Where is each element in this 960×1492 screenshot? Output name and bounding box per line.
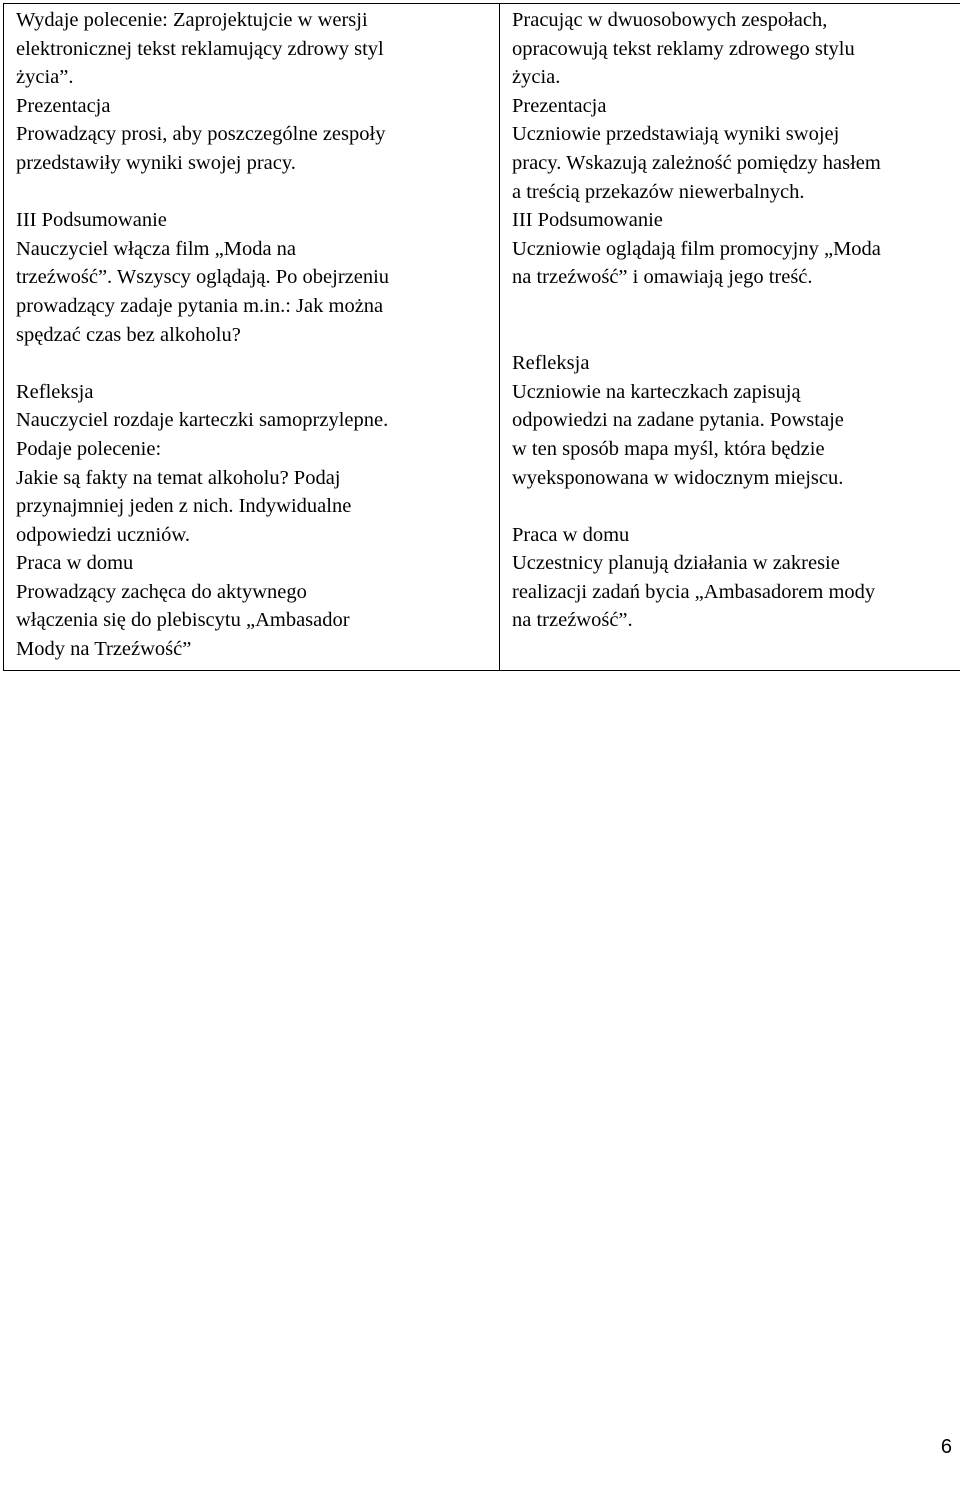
text-line: Nauczyciel włącza film „Moda na [16, 237, 297, 260]
text-section [16, 378, 491, 664]
text-line: włączenia się do plebiscytu „Ambasador [16, 609, 350, 632]
text-line: a treścią przekazów niewerbalnych. [512, 180, 805, 203]
text-line: spędzać czas bez alkoholu? [16, 323, 241, 346]
text-line: III Podsumowanie [16, 209, 167, 232]
text-line: Prezentacja [512, 94, 607, 117]
paragraph-gap [16, 178, 491, 207]
text-line: prowadzący zadaje pytania m.in.: Jak można [16, 294, 384, 317]
text-section [512, 6, 960, 292]
text-line: opracowują tekst reklamy zdrowego stylu [512, 37, 855, 60]
text-line: Refleksja [16, 380, 94, 403]
text-line: przedstawiły wyniki swojej pracy. [16, 151, 296, 174]
paragraph-gap [512, 492, 960, 521]
text-line: na trzeźwość” i omawiają jego treść. [512, 266, 813, 289]
text-line: trzeźwość”. Wszyscy oglądają. Po obejrzeniu [16, 266, 390, 289]
text-line: Pracując w dwuosobowych zespołach, [512, 9, 828, 31]
teacher-activities-cell [4, 4, 500, 671]
text-line: na trzeźwość”. [512, 609, 633, 632]
text-line: przynajmniej jeden z nich. Indywidualne [16, 495, 352, 518]
text-section [16, 206, 491, 349]
text-line: Jakie są fakty na temat alkoholu? Podaj [16, 466, 341, 489]
text-line: odpowiedzi uczniów. [16, 523, 191, 546]
text-line: Wydaje polecenie: Zaprojektujcie w wersji [16, 9, 368, 31]
student-activities-cell [500, 4, 960, 671]
text-line: Uczestnicy planują działania w zakresie [512, 552, 840, 575]
text-line: III Podsumowanie [512, 209, 663, 232]
text-line: Prezentacja [16, 94, 111, 117]
page-number: 6 [940, 1436, 952, 1458]
text-line: w ten sposób mapa myśl, która będzie [512, 437, 825, 460]
text-line: realizacji zadań bycia „Ambasadorem mody [512, 580, 876, 603]
text-line: Mody na Trzeźwość” [16, 638, 192, 661]
text-line: odpowiedzi na zadane pytania. Powstaje [512, 409, 844, 432]
table-row [4, 4, 960, 671]
text-line: Uczniowie na karteczkach zapisują [512, 380, 801, 403]
text-line: Uczniowie przedstawiają wyniki swojej [512, 123, 840, 146]
text-line: Praca w domu [512, 523, 630, 546]
text-line: Podaje polecenie: [16, 437, 162, 460]
text-line: pracy. Wskazują zależność pomiędzy hasłem [512, 151, 881, 174]
paragraph-gap [512, 292, 960, 321]
text-section [512, 349, 960, 492]
text-section [512, 521, 960, 635]
text-line: Praca w domu [16, 552, 134, 575]
text-line: życia. [512, 66, 561, 89]
text-section [16, 6, 491, 178]
text-line: wyeksponowana w widocznym miejscu. [512, 466, 844, 489]
text-line: Uczniowie oglądają film promocyjny „Moda [512, 237, 881, 260]
lesson-plan-table [3, 3, 960, 671]
text-line: Refleksja [512, 352, 590, 375]
paragraph-gap [16, 349, 491, 378]
text-line: Prowadzący zachęca do aktywnego [16, 580, 307, 603]
text-line: Prowadzący prosi, aby poszczególne zespoły [16, 123, 386, 146]
text-line: elektronicznej tekst reklamujący zdrowy styl [16, 37, 384, 60]
paragraph-gap [512, 321, 960, 350]
text-line: Nauczyciel rozdaje karteczki samoprzylepne. [16, 409, 389, 432]
text-line: życia”. [16, 66, 74, 89]
